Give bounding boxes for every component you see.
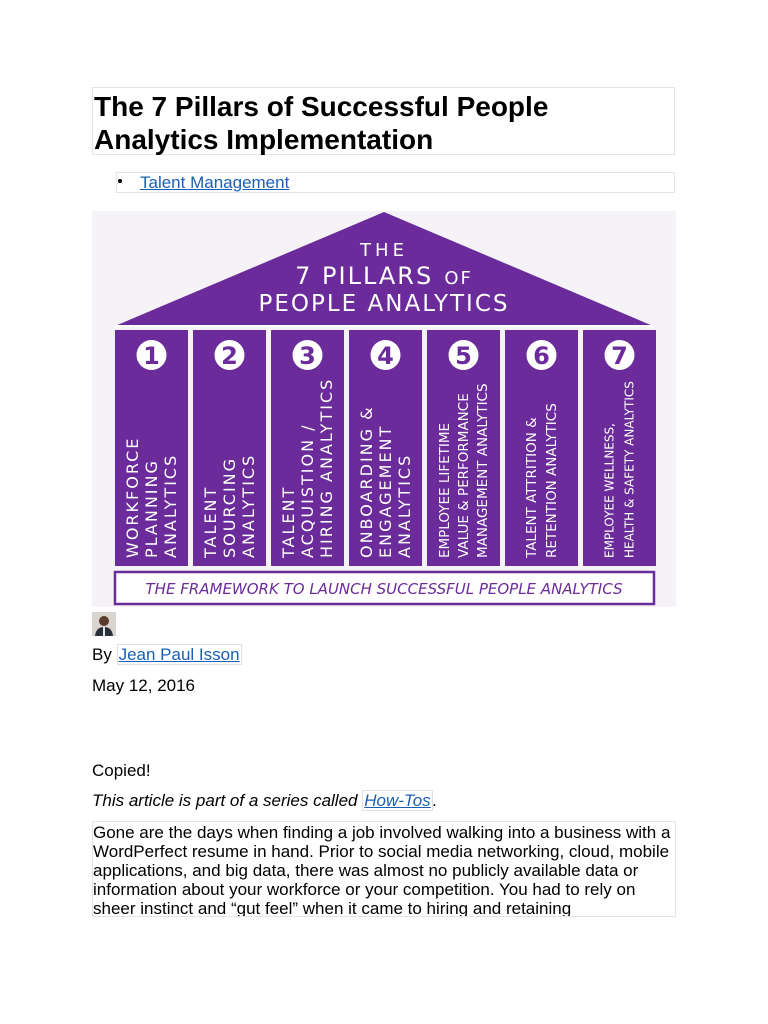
publish-date: May 12, 2016 bbox=[92, 676, 196, 695]
roof-line2-main: 7 PILLARS bbox=[295, 262, 434, 290]
pillar-label-line: ANALYTICS bbox=[395, 453, 415, 558]
bullet-dot-icon bbox=[118, 179, 122, 183]
article-title-box bbox=[92, 87, 675, 155]
pillar-number: 2 bbox=[221, 342, 238, 370]
pillar-label-line: EMPLOYEE LIFETIME bbox=[437, 422, 454, 558]
byline-prefix: By bbox=[92, 645, 112, 664]
pillar-label-line: TALENT bbox=[201, 485, 221, 558]
article-body bbox=[92, 821, 676, 917]
pillar-7 bbox=[583, 330, 656, 566]
author-avatar-icon bbox=[92, 612, 116, 636]
pillar-5 bbox=[427, 330, 500, 566]
pillar-label-line: ANALYTICS bbox=[239, 453, 259, 558]
series-prefix: This article is part of a series called bbox=[92, 791, 358, 810]
pillar-2 bbox=[193, 330, 266, 566]
roof-line2-suffix: OF bbox=[444, 268, 473, 289]
pillar-label-line: TALENT ATTRITION & bbox=[524, 417, 541, 558]
pillar-number: 1 bbox=[143, 342, 160, 370]
pillar-label-line: ANALYTICS bbox=[161, 453, 181, 558]
author-avatar bbox=[92, 612, 116, 636]
category-list bbox=[116, 172, 675, 193]
pillar-label-line: VALUE & PERFORMANCE bbox=[456, 393, 473, 558]
pillar-4 bbox=[349, 330, 422, 566]
pillar-1 bbox=[115, 330, 188, 566]
pillar-3 bbox=[271, 330, 344, 566]
pillar-label-line: RETENTION ANALYTICS bbox=[544, 403, 561, 558]
pillar-number: 3 bbox=[299, 342, 316, 370]
byline bbox=[92, 645, 242, 665]
pillar-label-line: EMPLOYEE WELLNESS, bbox=[602, 423, 617, 558]
pillar-label-line: HIRING ANALYTICS bbox=[317, 377, 337, 558]
pillar-label-line: WORKFORCE bbox=[123, 436, 143, 558]
hero-infographic bbox=[92, 211, 676, 607]
pillar-number: 4 bbox=[377, 342, 394, 370]
pillar-label-line: SOURCING bbox=[220, 456, 240, 558]
pillar-6 bbox=[505, 330, 578, 566]
footer-text: THE FRAMEWORK TO LAUNCH SUCCESSFUL PEOPLE ANALYTICS bbox=[145, 580, 623, 598]
pillar-label-line: HEALTH & SAFETY ANALYTICS bbox=[622, 381, 637, 558]
pillars-infographic bbox=[92, 211, 676, 607]
series-note bbox=[92, 791, 437, 811]
pillars-group bbox=[115, 330, 656, 566]
article-paragraph: Gone are the days when finding a job involved walking into a business with a WordPerfect resume in hand. Prior to social media networking, cloud, mobile applications, and big data, there was almost no publicly available data or information about your workforce or your competition. You had to rely on sheer instinct and “gut feel” when it came to hiring and retaining bbox=[93, 823, 671, 917]
series-suffix: . bbox=[432, 791, 438, 810]
category-link-talent-management[interactable]: Talent Management bbox=[140, 173, 290, 192]
roof-line1: THE bbox=[360, 240, 408, 261]
roof-line3: PEOPLE ANALYTICS bbox=[258, 291, 510, 317]
pillar-label-line: PLANNING bbox=[142, 459, 162, 558]
pillar-label-line: ENGAGEMENT bbox=[376, 424, 396, 558]
pillar-number: 5 bbox=[455, 342, 472, 370]
series-link[interactable]: How-Tos bbox=[364, 791, 431, 810]
pillar-number: 6 bbox=[533, 342, 550, 370]
pillar-number: 7 bbox=[611, 342, 628, 370]
author-link[interactable]: Jean Paul Isson bbox=[118, 645, 240, 664]
article-title: The 7 Pillars of Successful People Analytics Implementation bbox=[94, 91, 549, 155]
pillar-label-line: ACQUISTION / bbox=[298, 423, 318, 558]
pillar-label-line: ONBOARDING & bbox=[357, 405, 377, 558]
copied-label: Copied! bbox=[92, 761, 151, 780]
pillar-label-line: TALENT bbox=[279, 485, 299, 558]
pillar-label-line: MANAGEMENT ANALYTICS bbox=[475, 383, 492, 558]
